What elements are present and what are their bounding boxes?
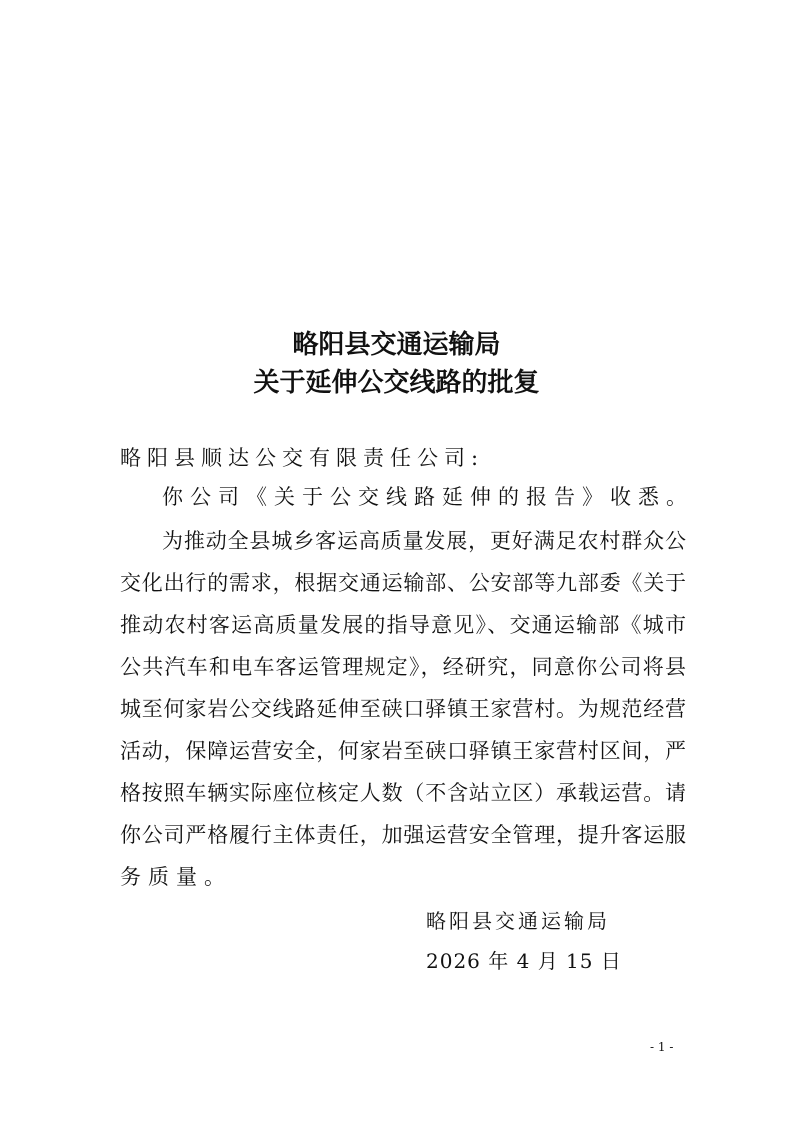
addressee: 略阳县顺达公交有限责任公司: <box>120 446 485 470</box>
paragraph-2-line: 你公司严格履行主体责任，加强运营安全管理，提升客运服 <box>120 823 686 847</box>
paragraph-2-line: 格按照车辆实际座位核定人数（不含站立区）承载运营。请 <box>120 781 686 805</box>
signature-issuer: 略阳县交通运输局 <box>426 909 610 933</box>
paragraph-2-line: 交化出行的需求，根据交通运输部、公安部等九部委《关于 <box>120 571 686 595</box>
paragraph-2-line: 城至何家岩公交线路延伸至硖口驿镇王家营村。为规范经营 <box>120 697 686 721</box>
signature-date: 2026 年 4 月 15 日 <box>426 949 622 973</box>
paragraph-2-line: 活动，保障运营安全，何家岩至硖口驿镇王家营村区间，严 <box>120 739 686 763</box>
paragraph-2-line: 务质量。 <box>120 865 232 889</box>
page-number: - 1 - <box>650 1040 674 1054</box>
paragraph-2-line: 为推动全县城乡客运高质量发展，更好满足农村群众公 <box>162 529 686 553</box>
document-title-line-2: 关于延伸公交线路的批复 <box>253 368 540 398</box>
paragraph-2-line: 推动农村客运高质量发展的指导意见》、交通运输部《城市 <box>120 613 686 637</box>
document-title-line-1: 略阳县交通运输局 <box>292 330 501 360</box>
paragraph-2-line: 公共汽车和电车客运管理规定》，经研究，同意你公司将县 <box>120 655 686 679</box>
paragraph-1: 你公司《关于公交线路延伸的报告》收悉。 <box>162 485 694 509</box>
